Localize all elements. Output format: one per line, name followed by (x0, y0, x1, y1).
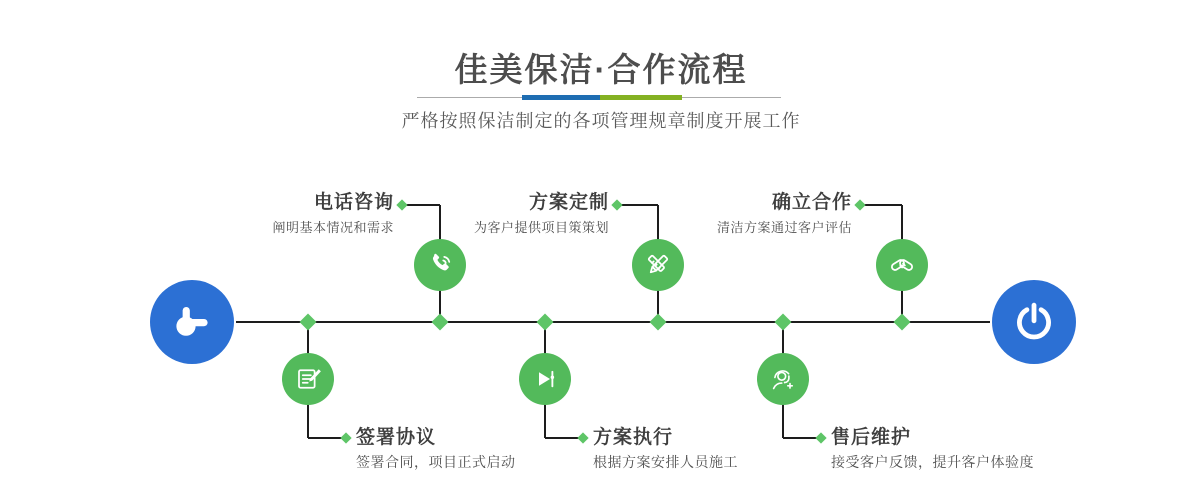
label-diamond (577, 432, 588, 443)
step-icon-circle (519, 353, 571, 405)
label-diamond (815, 432, 826, 443)
timeline (236, 321, 990, 323)
step-title: 售后维护 (831, 427, 912, 448)
flow-end-node (992, 280, 1076, 364)
step-label-sign-agreement (356, 426, 516, 471)
handshake-icon (887, 250, 917, 280)
step-title: 方案执行 (593, 427, 674, 448)
flow-start-node (150, 280, 234, 364)
step-desc: 签署合同，项目正式启动 (356, 454, 516, 470)
label-diamond (340, 432, 351, 443)
hand-pointer-icon (168, 298, 216, 346)
step-desc: 接受客户反馈，提升客户体验度 (831, 454, 1034, 470)
step-title: 确立合作 (771, 192, 852, 213)
step-desc: 清洁方案通过客户评估 (716, 220, 852, 235)
label-diamond (854, 199, 865, 210)
document-sign-icon (293, 364, 323, 394)
timeline-node (300, 314, 317, 331)
step-desc: 根据方案安排人员施工 (593, 454, 738, 470)
connector (617, 204, 658, 206)
timeline-node (650, 314, 667, 331)
step-icon-circle (632, 239, 684, 291)
step-label-confirm-cooperation (717, 191, 852, 236)
step-label-plan-execute (593, 426, 738, 471)
page-subtitle: 严格按照保洁制定的各项管理规章制度开展工作 (401, 111, 801, 131)
step-label-phone-consult (272, 191, 394, 236)
timeline-node (432, 314, 449, 331)
step-label-plan-customize (474, 191, 609, 236)
step-icon-circle (414, 239, 466, 291)
headset-plus-icon (768, 364, 798, 394)
step-title: 方案定制 (528, 192, 609, 213)
step-icon-circle (876, 239, 928, 291)
step-icon-circle (282, 353, 334, 405)
timeline-node (775, 314, 792, 331)
play-execute-icon (530, 364, 560, 394)
step-title: 电话咨询 (313, 192, 394, 213)
label-diamond (611, 199, 622, 210)
page-title: 佳美保洁·合作流程 (454, 51, 748, 88)
step-title: 签署协议 (356, 427, 437, 448)
title-divider (417, 95, 781, 101)
step-desc: 阐明基本情况和需求 (272, 220, 394, 235)
connector (860, 204, 902, 206)
phone-call-icon (425, 250, 455, 280)
step-desc: 为客户提供项目策策划 (473, 220, 609, 235)
pencil-ruler-icon (643, 250, 673, 280)
divider-blue-segment (522, 95, 600, 100)
power-icon (1011, 299, 1057, 345)
label-diamond (396, 199, 407, 210)
step-icon-circle (757, 353, 809, 405)
divider-green-segment (600, 95, 682, 100)
timeline-node (537, 314, 554, 331)
step-label-after-sales (831, 426, 1034, 471)
timeline-node (894, 314, 911, 331)
